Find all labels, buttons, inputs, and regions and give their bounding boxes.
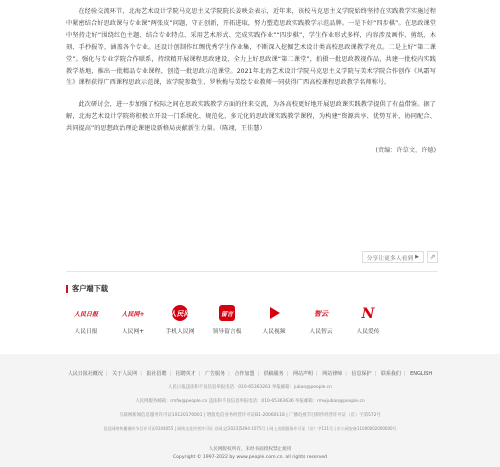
footer-link[interactable]: 合作加盟 bbox=[234, 371, 255, 377]
share-box bbox=[362, 250, 438, 264]
footer-link[interactable]: 人民日报社概况 bbox=[67, 371, 103, 377]
footer-link[interactable]: 关于人民网 bbox=[112, 371, 138, 377]
footer-permit-line: 信息网络传播视听节目许可证0104055 | 网络文化经营许可证 京网文[2023]5494-1075号 | 网上出版服务许可证（京）字121号 | 京公网安备11000002000000号 bbox=[103, 426, 397, 431]
footer-copyright-en: Copyright © 1997-2022 by www.people.com.cn. all rights reserved bbox=[172, 455, 328, 460]
app-name: 领导留言板 bbox=[212, 329, 242, 335]
footer-report-line: 人民日报违法和不良信息举报电话：010-65363263 举报邮箱：jubao@people.cn bbox=[168, 385, 332, 390]
app-name: 人民网+ bbox=[121, 329, 145, 335]
app-item-mobile-people-net[interactable] bbox=[160, 302, 200, 346]
footer-links: 人民日报社概况 | 关于人民网 | 报社招聘 | 招聘英才 | 广告服务 | 合作加盟 | 供稿服务 | 网站声明 | 网站律师 | 信息保护 | 联系我们 | ENGLISH bbox=[67, 371, 433, 377]
app-item-leader-message-board[interactable] bbox=[207, 302, 247, 346]
people-aichuan-logo-icon bbox=[356, 302, 380, 324]
app-name: 人民智云 bbox=[309, 329, 333, 335]
footer-service-line: 人民网服务邮箱：rmfw@people.cn 违法和不良信息举报电话：010-65363636 举报邮箱：rmwjubao@people.cn bbox=[135, 399, 365, 404]
article-paragraph-2: 此次研讨会，进一步加强了校际之间在思政实践教学方面的往来交流，为各高校更好地开展思政课实践教学提供了有益借鉴。据了解，北海艺术设计学院将积极立开设一门系统化、规范化、多元化的思政课实践教学课程，为构建“资源共享、优势互补、协同配合、共同提高”的思想政治理论课建设新格局贡献新生力量。（陈翊，王佳慧） bbox=[66, 101, 436, 133]
svg-text:N: N bbox=[361, 306, 375, 322]
share-row bbox=[66, 250, 438, 272]
client-download-title bbox=[66, 284, 108, 294]
app-name: 人民视频 bbox=[262, 329, 286, 335]
footer-link[interactable]: ENGLISH bbox=[410, 371, 433, 377]
footer-link[interactable]: 供稿服务 bbox=[263, 371, 284, 377]
share-button[interactable] bbox=[362, 251, 424, 263]
mobile-people-net-logo-icon bbox=[168, 302, 192, 324]
message-board-logo-icon bbox=[215, 302, 239, 324]
footer-link[interactable]: 信息保护 bbox=[351, 371, 372, 377]
app-item-people-video[interactable] bbox=[254, 302, 294, 346]
app-item-people-zhiyun[interactable] bbox=[301, 302, 341, 346]
app-list bbox=[66, 302, 438, 346]
share-external-icon[interactable]: ⇗ bbox=[427, 251, 438, 263]
svg-text:留言: 留言 bbox=[220, 311, 234, 318]
footer-link[interactable]: 网站声明 bbox=[292, 371, 313, 377]
article-paragraph-1: 在经验交流环节，北海艺术设计学院马克思主义学院院长姜映金表示，近年来，该校马克思主义学院始终坚持在实践教学实施过程中紧密结合好思政课与专业课“两张皮”问题，守正创新，开拓进取，努力塑造思政实践教学示范品牌。一是下好“四步棋”。在思政课堂中坚持走好“围绕红色主题、结合专业特点、采用艺术形式、完成实践作业”“四步棋”，学生作业形式多样，内容涉及画作、剪纸、木刻、手抄报等，涵盖各个专业。还设计创制作红绸优秀学生作业集，不断深入挖掘艺术设计类高校思政课教学亮点。二是上好“第二课堂”。强化与专业学院合作联系，持续精开展课程思政建设，全力上好思政课“第二课堂”，拍摄一批思政教视作品，共建一批校内实践教学基地，推出一批精品专业课程，创造一批思政示范课堂。2021年北海艺术设计学院马克思主义学院与美术学院合作创作《风霜写生》课程获得广西课程思政示范课，该学院参数生、罗秋梅与美绘专业教师一同获得广西高校课程思政教学名师称号。 bbox=[66, 8, 436, 87]
app-name: 人民爱传 bbox=[356, 329, 380, 335]
app-item-people-daily[interactable] bbox=[66, 302, 106, 346]
client-download-label: 客户端下载 bbox=[72, 284, 108, 293]
site-footer bbox=[0, 354, 500, 467]
article-body bbox=[66, 6, 436, 154]
footer-link[interactable]: 招聘英才 bbox=[175, 371, 196, 377]
svg-text:智云: 智云 bbox=[314, 310, 328, 318]
app-name: 手机人民网 bbox=[165, 329, 195, 335]
section-marker bbox=[66, 285, 68, 293]
app-name: 人民日报 bbox=[74, 329, 98, 335]
footer-link[interactable]: 广告服务 bbox=[205, 371, 226, 377]
footer-copyright-cn: 人民网版权所有，未经书面授权禁止使用 bbox=[208, 447, 292, 452]
share-arrow-icon: ▶ bbox=[415, 254, 419, 260]
app-item-people-aichuan[interactable] bbox=[348, 302, 388, 346]
editor-credit: (责编：许草文、许德) bbox=[375, 147, 436, 155]
footer-link[interactable]: 网站律师 bbox=[322, 371, 343, 377]
app-item-people-net-plus[interactable] bbox=[113, 302, 153, 346]
people-net-plus-logo-icon: 人民网+ bbox=[121, 310, 145, 318]
share-label: 分享让更多人看到 bbox=[366, 255, 414, 262]
svg-text:人民网: 人民网 bbox=[169, 310, 191, 318]
footer-link[interactable]: 联系我们 bbox=[380, 371, 401, 377]
people-video-logo-icon bbox=[262, 302, 286, 324]
footer-link[interactable]: 报社招聘 bbox=[146, 371, 167, 377]
people-zhiyun-logo-icon bbox=[309, 302, 333, 324]
people-daily-logo-icon: 人民日报 bbox=[74, 310, 99, 318]
footer-license-line: 互联网新闻信息服务许可证10120170001 | 增值电信业务经营许可证B1-20060118 | 广播电视节目制作经营许可证（京）字第572号 bbox=[119, 413, 381, 418]
